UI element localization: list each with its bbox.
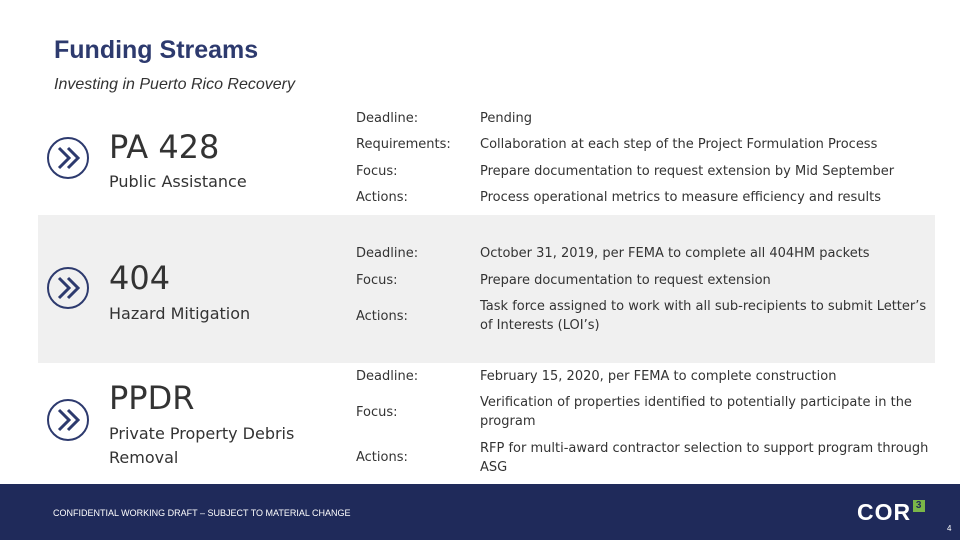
program-subtitle-pa428: Public Assistance [109,172,247,191]
program-subtitle-ppdr: Private Property Debris Removal [109,424,295,467]
row-value: Prepare documentation to request extension [480,273,771,288]
row-label: Deadline: [356,369,419,384]
row-label: Deadline: [356,246,419,261]
row-label: Actions: [356,450,408,465]
row-value: Pending [480,111,532,126]
company-logo [857,500,925,524]
row-value: Collaboration at each step of the Project Formulation Process [480,137,878,152]
program-subtitle-404: Hazard Mitigation [109,304,251,323]
row-value: Task force assigned to work with all sub-recipients to submit Letter’s of Interests (LOI’s) [480,299,927,333]
row-label: Actions: [356,309,408,324]
program-name-ppdr: PPDR [109,379,195,417]
chevron-right-icon [46,398,90,442]
row-label: Focus: [356,164,398,179]
row-value: Prepare documentation to request extension by Mid September [480,164,895,179]
page-title: Funding Streams [54,36,259,64]
row-label: Actions: [356,190,408,205]
confidential-notice: CONFIDENTIAL WORKING DRAFT – SUBJECT TO MATERIAL CHANGE [53,508,351,518]
row-label: Focus: [356,405,398,420]
row-value: February 15, 2020, per FEMA to complete construction [480,369,837,384]
row-label: Deadline: [356,111,419,126]
page-number: 4 [947,524,952,533]
program-name-pa428: PA 428 [109,128,220,166]
row-label: Focus: [356,273,398,288]
program-name-404: 404 [109,259,171,297]
chevron-right-icon [46,136,90,180]
row-label: Requirements: [356,137,451,152]
row-value: Verification of properties identified to potentially participate in the program [480,395,912,429]
chevron-right-icon [46,266,90,310]
row-value: Process operational metrics to measure efficiency and results [480,190,882,205]
page-subtitle: Investing in Puerto Rico Recovery [54,76,295,93]
logo-text: COR [857,499,912,525]
row-value: RFP for multi-award contractor selection to support program through ASG [480,441,929,475]
logo-superscript: 3 [913,500,925,512]
row-value: October 31, 2019, per FEMA to complete all 404HM packets [480,246,870,261]
